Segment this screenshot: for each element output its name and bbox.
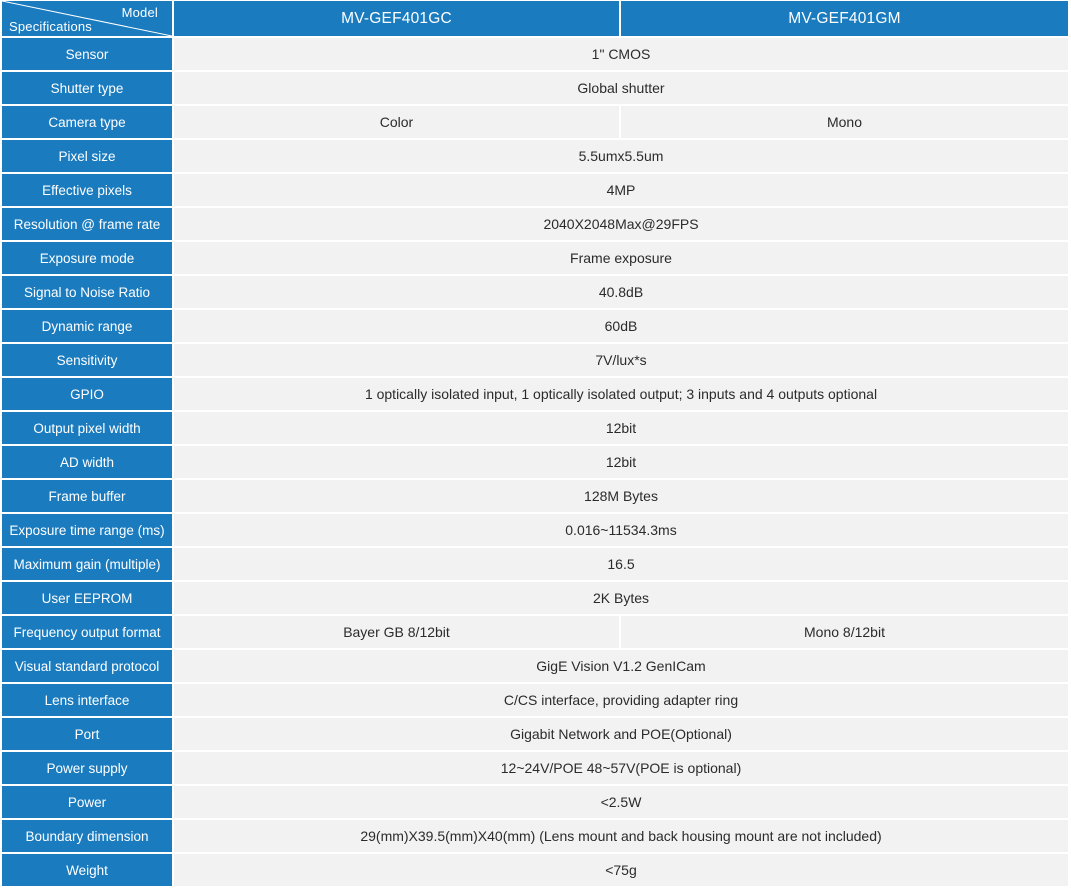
specifications-header-label: Specifications	[9, 19, 93, 34]
spec-value: 60dB	[174, 310, 1068, 344]
header-row	[2, 1, 1068, 38]
spec-label: Boundary dimension	[2, 820, 174, 854]
model-header-label: Model	[121, 5, 158, 20]
spec-value: Gigabit Network and POE(Optional)	[174, 718, 1068, 752]
spec-value: <75g	[174, 854, 1068, 888]
spec-label: Pixel size	[2, 140, 174, 174]
spec-row	[2, 38, 1068, 72]
spec-row	[2, 718, 1068, 752]
spec-value-color-model: Color	[174, 106, 621, 140]
spec-label: Sensor	[2, 38, 174, 72]
spec-row	[2, 174, 1068, 208]
spec-label: Weight	[2, 854, 174, 888]
spec-value: 12bit	[174, 446, 1068, 480]
spec-row	[2, 412, 1068, 446]
spec-row	[2, 276, 1068, 310]
spec-row	[2, 310, 1068, 344]
spec-value: 2K Bytes	[174, 582, 1068, 616]
spec-label: Signal to Noise Ratio	[2, 276, 174, 310]
spec-label: Resolution @ frame rate	[2, 208, 174, 242]
spec-label: Frequency output format	[2, 616, 174, 650]
spec-value: 5.5umx5.5um	[174, 140, 1068, 174]
spec-label: Dynamic range	[2, 310, 174, 344]
spec-row	[2, 548, 1068, 582]
spec-label: Effective pixels	[2, 174, 174, 208]
spec-label: User EEPROM	[2, 582, 174, 616]
spec-row	[2, 514, 1068, 548]
spec-value: 12bit	[174, 412, 1068, 446]
spec-label: Visual standard protocol	[2, 650, 174, 684]
spec-row	[2, 786, 1068, 820]
spec-value: <2.5W	[174, 786, 1068, 820]
spec-label: Power supply	[2, 752, 174, 786]
spec-value: 7V/lux*s	[174, 344, 1068, 378]
spec-value: 40.8dB	[174, 276, 1068, 310]
spec-row	[2, 344, 1068, 378]
spec-value-mono-model: Mono	[621, 106, 1068, 140]
spec-value: 29(mm)X39.5(mm)X40(mm) (Lens mount and back housing mount are not included)	[174, 820, 1068, 854]
spec-label: Output pixel width	[2, 412, 174, 446]
spec-label: GPIO	[2, 378, 174, 412]
spec-value: Frame exposure	[174, 242, 1068, 276]
spec-row	[2, 650, 1068, 684]
spec-row	[2, 820, 1068, 854]
spec-label: Lens interface	[2, 684, 174, 718]
spec-label: Sensitivity	[2, 344, 174, 378]
spec-label: Shutter type	[2, 72, 174, 106]
spec-value: 0.016~11534.3ms	[174, 514, 1068, 548]
spec-table-body	[2, 1, 1068, 888]
spec-row	[2, 446, 1068, 480]
spec-value-color-model: Bayer GB 8/12bit	[174, 616, 621, 650]
spec-row	[2, 854, 1068, 888]
spec-row	[2, 582, 1068, 616]
spec-value: 2040X2048Max@29FPS	[174, 208, 1068, 242]
spec-row	[2, 480, 1068, 514]
spec-value: 4MP	[174, 174, 1068, 208]
spec-row	[2, 242, 1068, 276]
spec-value: 12~24V/POE 48~57V(POE is optional)	[174, 752, 1068, 786]
model-gc-header: MV-GEF401GC	[174, 1, 621, 38]
spec-label: Camera type	[2, 106, 174, 140]
spec-label: Exposure mode	[2, 242, 174, 276]
spec-value: 1 optically isolated input, 1 optically isolated output; 3 inputs and 4 outputs optional	[174, 378, 1068, 412]
spec-row	[2, 140, 1068, 174]
model-gm-header: MV-GEF401GM	[621, 1, 1068, 38]
spec-label: Exposure time range (ms)	[2, 514, 174, 548]
spec-row	[2, 106, 1068, 140]
spec-value: GigE Vision V1.2 GenICam	[174, 650, 1068, 684]
spec-row	[2, 208, 1068, 242]
corner-header-cell	[2, 1, 174, 38]
spec-value: 128M Bytes	[174, 480, 1068, 514]
spec-label: Frame buffer	[2, 480, 174, 514]
spec-value: Global shutter	[174, 72, 1068, 106]
spec-label: Power	[2, 786, 174, 820]
spec-label: Maximum gain (multiple)	[2, 548, 174, 582]
spec-value-mono-model: Mono 8/12bit	[621, 616, 1068, 650]
spec-value: 1" CMOS	[174, 38, 1068, 72]
spec-row	[2, 616, 1068, 650]
spec-label: Port	[2, 718, 174, 752]
spec-value: 16.5	[174, 548, 1068, 582]
spec-row	[2, 72, 1068, 106]
spec-label: AD width	[2, 446, 174, 480]
spec-row	[2, 378, 1068, 412]
spec-row	[2, 684, 1068, 718]
spec-table	[2, 1, 1068, 888]
spec-value: C/CS interface, providing adapter ring	[174, 684, 1068, 718]
spec-row	[2, 752, 1068, 786]
